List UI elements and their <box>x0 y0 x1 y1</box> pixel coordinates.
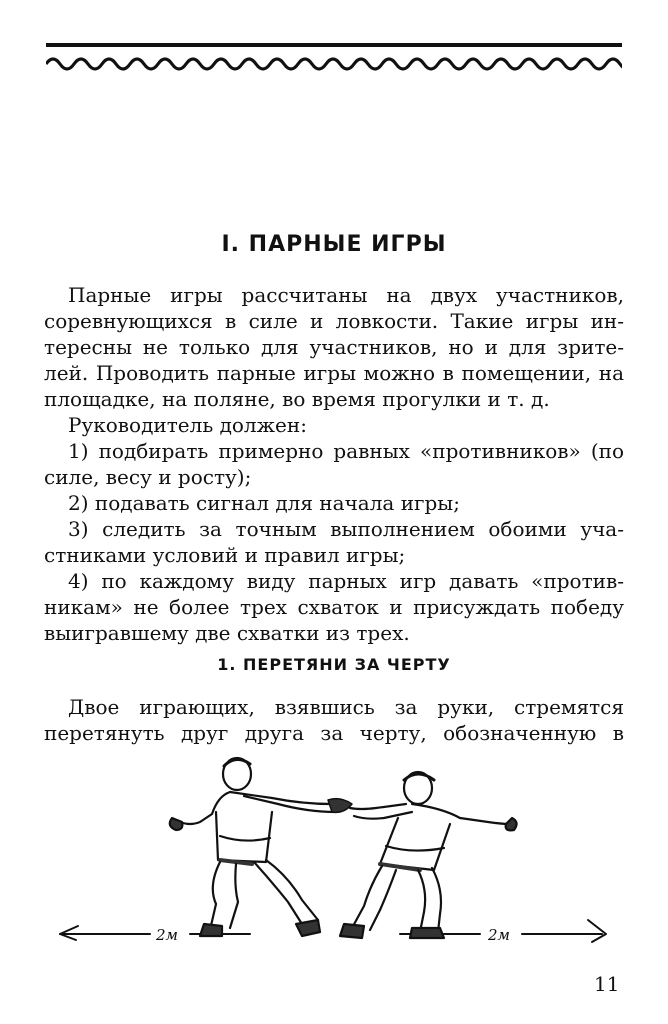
rule-line: выигравшему две схватки из трех. <box>44 621 410 645</box>
right-player-figure <box>340 772 517 938</box>
chapter-title: I. ПАРНЫЕ ИГРЫ <box>221 232 447 257</box>
rule-line: никам» не более трех схваток и присуждать победу <box>44 595 624 619</box>
rule-line: 1) подбирать примерно равных «противников» <box>68 439 581 463</box>
rule-item-1 <box>44 438 624 490</box>
rule-line: стниками условий и правил игры; <box>44 543 406 567</box>
page-number: 11 <box>594 972 620 996</box>
game-line: Двое играющих, взявшись за руки, стремятся <box>68 695 624 719</box>
intro-text <box>44 282 624 646</box>
section-title: 1. ПЕРЕТЯНИ ЗА ЧЕРТУ <box>217 655 451 674</box>
header-wavy-line <box>46 59 622 69</box>
intro-line: Парные игры рассчитаны на двух участников, <box>68 283 624 307</box>
intro-line: на площадке, на поляне, во время прогулки и т. д. <box>44 361 624 411</box>
game-paragraph <box>44 694 624 746</box>
game-line: перетянуть друг друга за черту, обозначенную в <box>44 721 624 745</box>
intro-line: лей. Проводить парные игры можно в помещении, <box>44 361 592 385</box>
right-distance-label: 2м <box>488 926 510 944</box>
leader-line: Руководитель должен: <box>68 413 307 437</box>
intro-line: тересны не только для участников, но и для зрите- <box>44 335 624 359</box>
tug-players-illustration <box>40 752 630 962</box>
left-player-figure <box>170 758 336 936</box>
rule-item-4 <box>44 568 624 646</box>
game-description <box>44 694 624 746</box>
rule-line: 2) подавать сигнал для начала игры; <box>68 491 460 515</box>
rule-item-3 <box>44 516 624 568</box>
clasped-hands <box>328 799 352 813</box>
intro-line: соревнующихся в силе и ловкости. Такие игры ин- <box>44 309 624 333</box>
rule-line: 4) по каждому виду парных игр давать «против- <box>68 569 624 593</box>
decorative-header-rule <box>46 40 622 74</box>
rule-line: (по силе, весу и росту); <box>44 439 625 489</box>
intro-paragraph <box>44 282 624 412</box>
right-arrowhead-icon <box>588 920 606 942</box>
left-distance-label: 2м <box>156 926 178 944</box>
rule-line: 3) следить за точным выполнением обоими уча- <box>68 517 624 541</box>
rule-item-2 <box>44 490 624 516</box>
